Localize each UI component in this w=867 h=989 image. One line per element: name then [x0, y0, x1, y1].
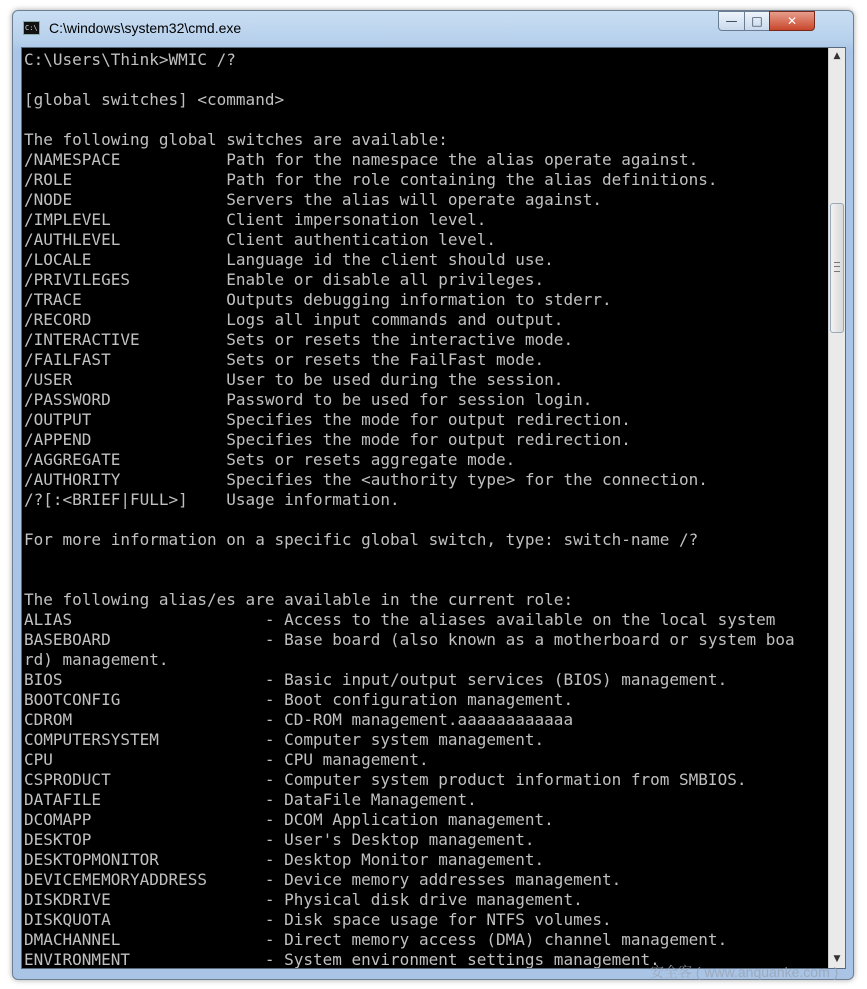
- console-line: /?[:<BRIEF|FULL>] Usage information.: [24, 490, 400, 509]
- console-line: [24, 570, 826, 590]
- title-bar[interactable]: [13, 11, 853, 47]
- console-line: /TRACE Outputs debugging information to stderr.: [24, 290, 612, 309]
- maximize-button[interactable]: □: [744, 11, 770, 31]
- watermark: 安全客 ( www.anquanke.com ): [650, 964, 839, 980]
- vertical-scrollbar[interactable]: [828, 48, 845, 968]
- console-line: /AUTHLEVEL Client authentication level.: [24, 230, 497, 249]
- console-line: /APPEND Specifies the mode for output redirection.: [24, 430, 631, 449]
- console-line: COMPUTERSYSTEM - Computer system management.: [24, 730, 545, 749]
- console-line: CDROM - CD-ROM management.aaaaaaaaaaaa: [24, 710, 574, 729]
- console-line: rd) management.: [24, 650, 169, 669]
- console-line: [global switches] <command>: [24, 90, 285, 109]
- console-line: CSPRODUCT - Computer system product information from SMBIOS.: [24, 770, 747, 789]
- console-line: /PASSWORD Password to be used for session login.: [24, 390, 593, 409]
- console-line: /NAMESPACE Path for the namespace the alias operate against.: [24, 150, 699, 169]
- console-line: ENVIRONMENT - System environment settings management.: [24, 950, 660, 968]
- console-line: /PRIVILEGES Enable or disable all privileges.: [24, 270, 545, 289]
- scroll-down-arrow-icon[interactable]: ▼: [833, 954, 841, 964]
- console-line: /AUTHORITY Specifies the <authority type> for the connection.: [24, 470, 708, 489]
- console-line: /USER User to be used during the session.: [24, 370, 564, 389]
- console-line: DESKTOPMONITOR - Desktop Monitor management.: [24, 850, 545, 869]
- console-line: /INTERACTIVE Sets or resets the interactive mode.: [24, 330, 574, 349]
- console-line: CPU - CPU management.: [24, 750, 429, 769]
- cmd-app-icon[interactable]: C:\: [23, 21, 40, 35]
- cmd-window: [12, 10, 854, 980]
- console-line: /FAILFAST Sets or resets the FailFast mode.: [24, 350, 545, 369]
- console-line: [24, 510, 826, 530]
- console-line: /ROLE Path for the role containing the alias definitions.: [24, 170, 718, 189]
- minimize-button[interactable]: —: [718, 11, 745, 31]
- console-line: DMACHANNEL - Direct memory access (DMA) channel management.: [24, 930, 728, 949]
- console-line: /RECORD Logs all input commands and output.: [24, 310, 564, 329]
- console-line: /OUTPUT Specifies the mode for output redirection.: [24, 410, 631, 429]
- console-line: /NODE Servers the alias will operate against.: [24, 190, 602, 209]
- console-area[interactable]: [21, 47, 846, 969]
- console-line: /AGGREGATE Sets or resets aggregate mode.: [24, 450, 516, 469]
- console-line: DISKQUOTA - Disk space usage for NTFS volumes.: [24, 910, 612, 929]
- grip-icon: [834, 262, 840, 272]
- console-line: DATAFILE - DataFile Management.: [24, 790, 477, 809]
- console-line: DESKTOP - User's Desktop management.: [24, 830, 535, 849]
- console-line: DCOMAPP - DCOM Application management.: [24, 810, 554, 829]
- console-line: [24, 550, 826, 570]
- scroll-up-arrow-icon[interactable]: ▲: [833, 51, 841, 61]
- console-line: The following global switches are available:: [24, 130, 448, 149]
- console-output[interactable]: [24, 50, 826, 968]
- console-line: The following alias/es are available in the current role:: [24, 590, 574, 609]
- console-line: ALIAS - Access to the aliases available on the local system: [24, 610, 776, 629]
- console-line: BASEBOARD - Base board (also known as a motherboard or system boa: [24, 630, 795, 649]
- console-line: [24, 110, 826, 130]
- console-line: BIOS - Basic input/output services (BIOS) management.: [24, 670, 728, 689]
- scrollbar-thumb[interactable]: [830, 203, 844, 333]
- console-line: BOOTCONFIG - Boot configuration management.: [24, 690, 574, 709]
- console-line: [24, 70, 826, 90]
- console-line: DEVICEMEMORYADDRESS - Device memory addresses management.: [24, 870, 622, 889]
- console-line: DISKDRIVE - Physical disk drive management.: [24, 890, 583, 909]
- window-title: C:\windows\system32\cmd.exe: [49, 20, 242, 36]
- console-line: C:\Users\Think>WMIC /?: [24, 50, 236, 69]
- console-line: /IMPLEVEL Client impersonation level.: [24, 210, 487, 229]
- console-line: /LOCALE Language id the client should use.: [24, 250, 554, 269]
- close-button[interactable]: ✕: [769, 11, 815, 31]
- console-line: For more information on a specific global switch, type: switch-name /?: [24, 530, 699, 549]
